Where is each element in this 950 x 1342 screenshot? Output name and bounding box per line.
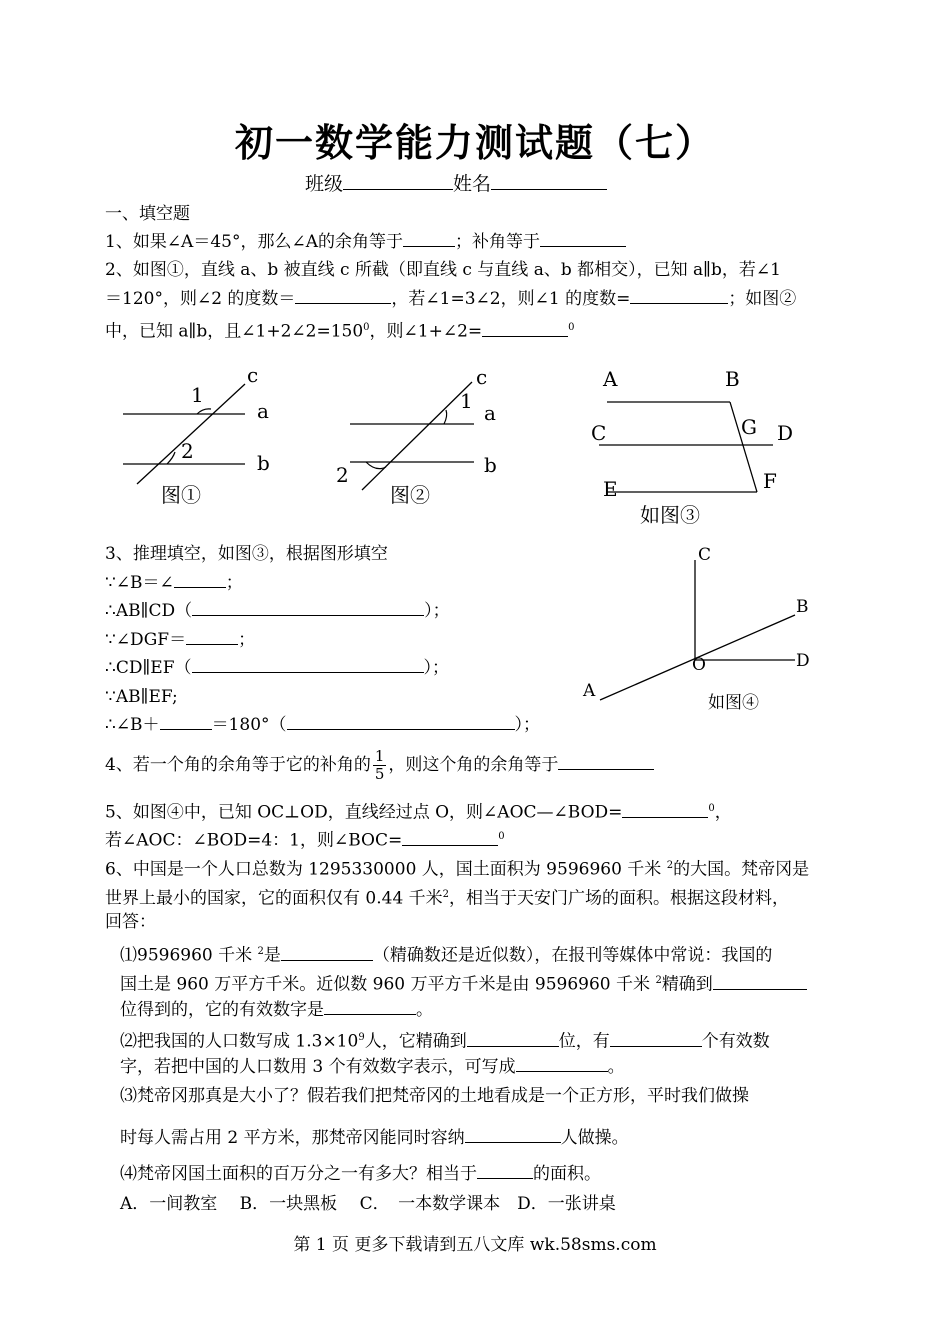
q6-p1-text-e: 精确到	[661, 974, 713, 995]
q1-blank-2[interactable]	[540, 230, 626, 247]
q2-blank-1[interactable]	[295, 287, 391, 304]
q6-p1-text-f: 位得到的，它的有效数字是	[120, 1000, 324, 1020]
question-3-row-2	[105, 599, 450, 623]
question-3-row-6	[105, 713, 540, 737]
q3-blank-5[interactable]	[160, 713, 212, 730]
q5-blank-2[interactable]	[402, 829, 498, 846]
q6-blank-4[interactable]	[467, 1030, 559, 1047]
q3-r3-text: ∵∠DGF＝	[105, 630, 187, 650]
q4-text-b: ，则这个角的余角等于	[388, 755, 559, 775]
fig2-angle-1-arc	[444, 410, 447, 424]
q1-text-a: 1、如果∠A＝45°，那么∠A的余角等于	[105, 232, 403, 252]
q3-r6-text-a: ∴∠B＋	[105, 715, 160, 735]
fig1-label-2: 2	[181, 439, 194, 463]
q6-options: A．一间教室 B．一块黑板 C． 一本数学课本 D．一张讲桌	[120, 1194, 616, 1214]
fig2-caption: 图②	[390, 483, 430, 507]
fig4-label-d: D	[796, 651, 810, 671]
degree-sup: 0	[568, 322, 575, 333]
q6-p2-text-c: 位，有	[558, 1031, 610, 1052]
page-footer: 第 1 页 更多下载请到五八文库 wk.58sms.com	[293, 1235, 657, 1255]
fig1-caption: 图①	[161, 483, 201, 507]
fig2-line-c	[362, 382, 472, 490]
question-6-line-3: 回答：	[105, 912, 156, 932]
q6-blank-8[interactable]	[477, 1162, 533, 1179]
q2-blank-3[interactable]	[482, 320, 568, 337]
squared-sup: 2	[655, 975, 662, 986]
q6-blank-3[interactable]	[324, 998, 416, 1015]
q3-r2-text: ∴AB∥CD（	[105, 601, 193, 621]
fig1-label-c: c	[247, 363, 259, 387]
q1-text-b: ；补角等于	[455, 232, 540, 252]
q6-part-3-line-2	[120, 1126, 629, 1150]
q5-blank-1[interactable]	[622, 801, 708, 818]
q3-r6-text-b: ＝180°（	[211, 715, 287, 735]
fig4-caption: 如图④	[708, 693, 759, 713]
figure-4	[580, 540, 830, 720]
question-2-line-1: 2、如图①，直线 a、b 被直线 c 所截（即直线 c 与直线 a、b 都相交），已知 a∥b，若∠1	[105, 260, 781, 280]
q6-blank-5[interactable]	[610, 1030, 702, 1047]
q5-text-a: 5、如图④中，已知 OC⊥OD，直线经过点 O，则∠AOC—∠BOD=	[105, 802, 623, 823]
q6-p3-text-c: 人做操。	[560, 1128, 629, 1148]
q3-r2-end: ）；	[424, 601, 450, 621]
fig4-label-c: C	[698, 545, 712, 565]
q6-p2-text-e: 字，若把中国的人口数用 3 个有效数字表示，可写成	[120, 1057, 516, 1077]
q6-text-1b: 的大国。梵帝冈是	[673, 859, 810, 880]
question-4	[105, 748, 654, 783]
question-5-line-2	[105, 825, 505, 853]
q2-blank-2[interactable]	[630, 287, 728, 304]
exponent-sup: 9	[358, 1032, 365, 1043]
q6-text-1: 6、中国是一个人口总数为 1295330000 人，国土面积为 9596960 千米	[105, 859, 662, 880]
question-3-row-1	[105, 571, 243, 595]
q3-r4-text: ∴CD∥EF（	[105, 658, 192, 678]
q6-p1-text-c: （精确数还是近似数），在报刊等媒体中常说：我国的	[372, 945, 773, 966]
q6-part-2-line-2	[120, 1055, 625, 1079]
fraction-numerator: 1	[374, 747, 385, 765]
q3-blank-3[interactable]	[186, 628, 238, 645]
squared-sup: 2	[257, 946, 264, 957]
fraction-denominator: 5	[374, 765, 385, 783]
q3-blank-2[interactable]	[192, 599, 424, 616]
q6-p1-text-g: 。	[416, 1000, 433, 1020]
q6-part-1-line-2	[120, 969, 807, 997]
fig3-label-a: A	[603, 367, 618, 391]
fig4-label-o: O	[692, 655, 706, 675]
q6-p1-text-b: 是	[263, 945, 281, 966]
q3-blank-6[interactable]	[287, 713, 515, 730]
q6-p1-text-d: 国土是 960 万平方千米。近似数 960 万平方千米是由 9596960 千米	[120, 974, 651, 995]
q3-r6-end: ）；	[514, 715, 541, 735]
fig4-label-b: B	[796, 597, 809, 617]
q6-p1-text-a: ⑴9596960 千米	[120, 945, 253, 966]
question-1	[105, 230, 626, 254]
header-fields	[305, 172, 607, 196]
q2-text-c: ；如图②	[728, 289, 797, 309]
q6-blank-1[interactable]	[281, 944, 373, 961]
figure-1	[115, 362, 285, 512]
fig2-angle-2-arc	[366, 462, 386, 469]
q6-blank-7[interactable]	[465, 1126, 561, 1143]
figure-3	[585, 362, 805, 532]
fig2-label-a: a	[484, 401, 496, 425]
q6-p4-text-b: 的面积。	[533, 1164, 601, 1184]
question-3-row-3	[105, 628, 255, 652]
q6-part-3-line-1: ⑶梵帝冈那真是大小了？假若我们把梵帝冈的土地看成是一个正方形，平时我们做操	[120, 1086, 749, 1106]
question-3-row-5: ∵AB∥EF;	[105, 687, 178, 707]
q6-p3-text-b: 时每人需占用 2 平方米，那梵帝冈能同时容纳	[120, 1128, 465, 1148]
fraction-one-fifth	[373, 748, 387, 783]
q6-blank-2[interactable]	[713, 973, 807, 990]
q3-blank-4[interactable]	[192, 656, 424, 673]
question-3-intro: 3、推理填空，如图③，根据图形填空	[105, 544, 388, 564]
q6-p2-text-b: 人，它精确到	[364, 1031, 467, 1052]
figure-2	[332, 362, 512, 512]
fig2-label-c: c	[476, 365, 488, 389]
q6-part-1-line-3	[120, 998, 433, 1022]
q2-text-d: 中，已知 a∥b，且∠1+2∠2=150	[105, 321, 364, 342]
fig3-label-e: E	[603, 477, 618, 501]
q6-text-2b: ，相当于天安门广场的面积。根据这段材料，	[449, 888, 790, 909]
fig3-label-c: C	[591, 421, 607, 445]
degree-sup: 0	[708, 803, 715, 814]
q5-comma: ，	[714, 802, 732, 823]
question-6-line-1	[105, 854, 809, 882]
q6-part-4	[120, 1162, 601, 1186]
q6-p4-text-a: ⑷梵帝冈国土面积的百万分之一有多大？相当于	[120, 1164, 477, 1184]
q6-text-2a: 世界上最小的国家，它的面积仅有 0.44 千米	[105, 888, 443, 909]
fig4-label-a: A	[583, 681, 596, 701]
fig3-caption: 如图③	[640, 503, 700, 527]
q2-text-e: ，则∠1+∠2=	[369, 321, 483, 342]
squared-sup: 2	[442, 889, 450, 900]
question-6-line-2	[105, 883, 789, 911]
q6-blank-6[interactable]	[516, 1055, 608, 1072]
name-blank[interactable]	[491, 173, 607, 190]
q6-p2-text-f: 。	[607, 1057, 625, 1077]
fig1-angle-2-arc	[167, 452, 175, 464]
fig1-label-b: b	[257, 451, 270, 475]
fig3-label-d: D	[777, 421, 794, 445]
degree-sup: 0	[498, 831, 505, 842]
q6-p2-text-d: 个有效数	[701, 1031, 770, 1052]
fig3-label-f: F	[763, 469, 777, 493]
q3-blank-1[interactable]	[174, 571, 226, 588]
fig1-angle-1-arc	[197, 409, 211, 414]
question-5-line-1	[105, 797, 732, 825]
q3-r4-end: ）；	[423, 658, 450, 678]
squared-sup: 2	[666, 860, 674, 871]
section-heading: 一、填空题	[105, 204, 190, 224]
q6-part-2-line-1	[120, 1026, 770, 1054]
page-title: 初一数学能力测试题（七）	[234, 120, 715, 165]
degree-sup: 0	[363, 322, 370, 333]
q2-text-b: ，若∠1=3∠2，则∠1 的度数=	[391, 289, 631, 309]
q5-text-b: 若∠AOC：∠BOD=4：1，则∠BOC=	[105, 830, 403, 851]
class-blank[interactable]	[343, 173, 453, 190]
fig3-label-g: G	[741, 415, 757, 439]
class-label: 班级	[305, 173, 344, 195]
name-label: 姓名	[453, 173, 492, 195]
q4-text-a: 4、若一个角的余角等于它的补角的	[105, 755, 371, 775]
q3-r3-end: ；	[238, 630, 256, 650]
q1-blank-1[interactable]	[403, 230, 455, 247]
q6-p2-text-a: ⑵把我国的人口数写成 1.3×10	[120, 1031, 359, 1052]
q3-r1-text: ∵∠B＝∠	[105, 573, 174, 593]
fig2-label-b: b	[484, 453, 497, 477]
fig1-label-1: 1	[191, 383, 204, 407]
q4-blank[interactable]	[558, 753, 654, 770]
q3-r1-end: ；	[225, 573, 243, 593]
question-2-line-3	[105, 316, 575, 344]
fig2-label-1: 1	[460, 389, 473, 413]
fig2-label-2: 2	[336, 463, 349, 487]
q6-part-1-line-1	[120, 940, 772, 968]
fig1-label-a: a	[257, 399, 269, 423]
question-2-line-2	[105, 287, 796, 311]
fig3-label-b: B	[725, 367, 740, 391]
question-3-row-4	[105, 656, 449, 680]
q2-text-a: ＝120°，则∠2 的度数＝	[105, 289, 296, 309]
